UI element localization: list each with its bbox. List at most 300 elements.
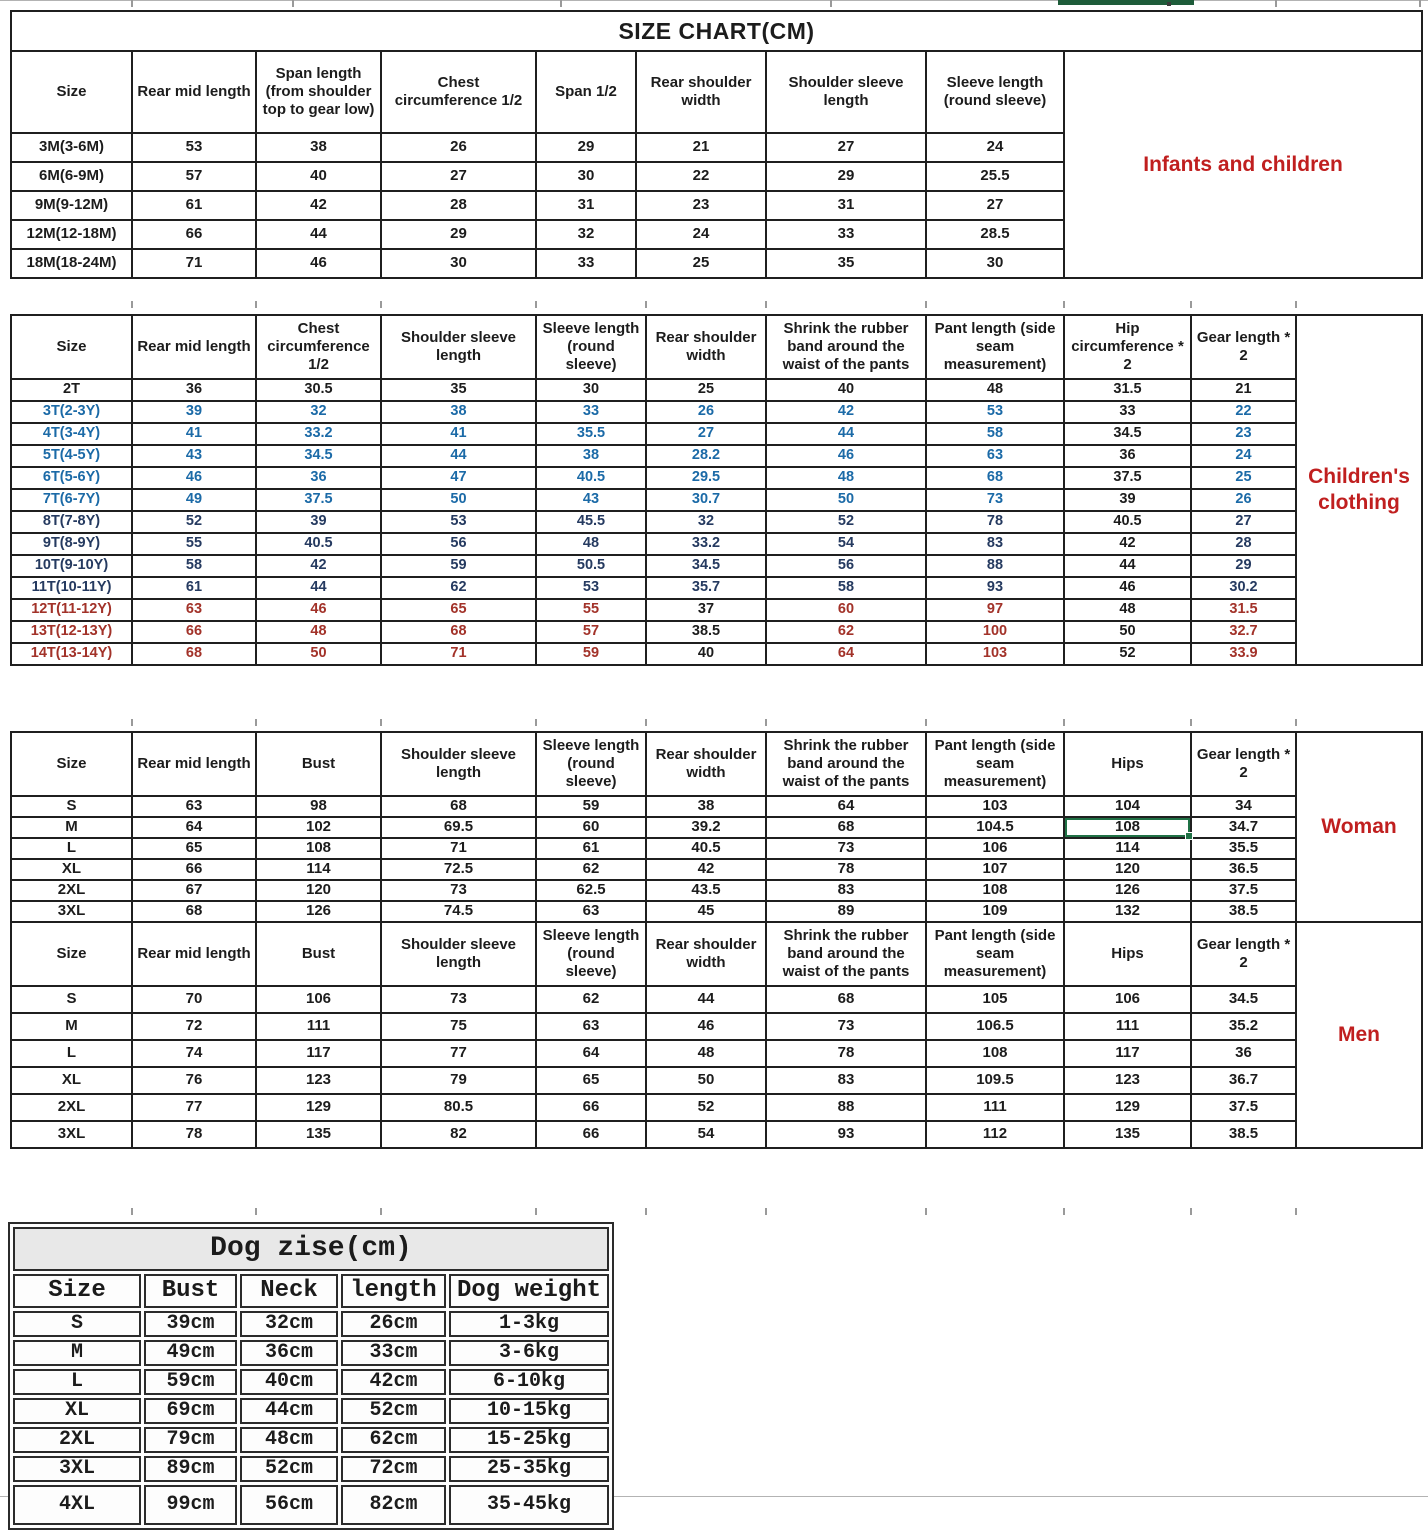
size-cell: XL (11, 1067, 132, 1094)
data-cell: 82cm (341, 1485, 446, 1525)
data-cell: 28.2 (646, 445, 766, 467)
data-cell: 71 (132, 249, 256, 278)
data-cell: 66 (132, 621, 256, 643)
data-cell: 76 (132, 1067, 256, 1094)
data-cell: 41 (132, 423, 256, 445)
data-cell: 59 (381, 555, 536, 577)
column-header: Rear shoulder width (646, 732, 766, 796)
size-cell: XL (11, 859, 132, 880)
data-cell: 44 (381, 445, 536, 467)
data-cell: 29.5 (646, 467, 766, 489)
data-cell: 88 (926, 555, 1064, 577)
data-cell: 33 (766, 220, 926, 249)
data-cell: 72.5 (381, 859, 536, 880)
data-cell: 54 (646, 1121, 766, 1148)
data-cell: 66 (132, 859, 256, 880)
data-cell: 89cm (144, 1456, 237, 1482)
data-cell: 46 (1064, 577, 1191, 599)
data-cell: 44cm (240, 1398, 338, 1424)
data-cell: 58 (132, 555, 256, 577)
size-cell: M (11, 1013, 132, 1040)
size-cell: S (11, 986, 132, 1013)
data-cell: 72cm (341, 1456, 446, 1482)
size-cell: 8T(7-8Y) (11, 511, 132, 533)
gridline-tick (645, 1208, 647, 1215)
data-cell: 63 (536, 1013, 646, 1040)
data-cell: 34.5 (1064, 423, 1191, 445)
data-cell: 50 (766, 489, 926, 511)
column-header: Rear mid length (132, 315, 256, 379)
data-cell: 22 (636, 162, 766, 191)
data-cell: 40 (766, 379, 926, 401)
data-cell: 33cm (341, 1340, 446, 1366)
data-cell: 26 (381, 133, 536, 162)
adults-table (10, 731, 1423, 1149)
data-cell: 60 (766, 599, 926, 621)
data-cell: 50 (381, 489, 536, 511)
column-header: Gear length * 2 (1191, 315, 1296, 379)
data-cell: 129 (256, 1094, 381, 1121)
data-cell: 80.5 (381, 1094, 536, 1121)
data-cell: 72 (132, 1013, 256, 1040)
data-cell: 56cm (240, 1485, 338, 1525)
data-cell: 68 (381, 621, 536, 643)
table-title: Dog zise(cm) (13, 1227, 609, 1271)
size-cell: 18M(18-24M) (11, 249, 132, 278)
gridline-tick (1063, 719, 1065, 726)
column-header: Rear shoulder width (636, 51, 766, 133)
size-cell: 6M(6-9M) (11, 162, 132, 191)
size-cell: 12M(12-18M) (11, 220, 132, 249)
size-cell: 7T(6-7Y) (11, 489, 132, 511)
gridline-tick (1190, 1208, 1192, 1215)
gridline-tick (645, 719, 647, 726)
data-cell: 50.5 (536, 555, 646, 577)
column-header: Gear length * 2 (1191, 732, 1296, 796)
column-header: Pant length (side seam measurement) (926, 732, 1064, 796)
data-cell: 77 (132, 1094, 256, 1121)
data-cell: 32.7 (1191, 621, 1296, 643)
gridline-tick (292, 0, 294, 7)
column-header: Shrink the rubber band around the waist of the pants (766, 922, 926, 986)
column-header: Size (11, 315, 132, 379)
data-cell: 28 (1191, 533, 1296, 555)
data-cell: 31.5 (1191, 599, 1296, 621)
data-cell: 99cm (144, 1485, 237, 1525)
data-cell: 30.5 (256, 379, 381, 401)
column-header: Gear length * 2 (1191, 922, 1296, 986)
data-cell: 112 (926, 1121, 1064, 1148)
data-cell: 37.5 (1191, 1094, 1296, 1121)
data-cell: 34.5 (1191, 986, 1296, 1013)
data-cell: 50 (1064, 621, 1191, 643)
gridline-tick (925, 719, 927, 726)
data-cell: 109 (926, 901, 1064, 922)
data-cell: 62 (766, 621, 926, 643)
data-cell: 27 (766, 133, 926, 162)
data-cell: 68 (766, 986, 926, 1013)
data-cell: 48 (536, 533, 646, 555)
data-cell: 44 (256, 220, 381, 249)
gridline-tick (830, 0, 832, 7)
size-cell: 2XL (11, 1094, 132, 1121)
data-cell: 77 (381, 1040, 536, 1067)
data-cell: 44 (766, 423, 926, 445)
size-cell: 10T(9-10Y) (11, 555, 132, 577)
gridline-tick (1063, 1208, 1065, 1215)
data-cell: 21 (636, 133, 766, 162)
data-cell: 105 (926, 986, 1064, 1013)
data-cell: 120 (1064, 859, 1191, 880)
data-cell: 39 (256, 511, 381, 533)
data-cell: 59 (536, 796, 646, 817)
data-cell: 52cm (240, 1456, 338, 1482)
data-cell: 30 (381, 249, 536, 278)
size-cell: 9T(8-9Y) (11, 533, 132, 555)
column-header: Shrink the rubber band around the waist of the pants (766, 315, 926, 379)
data-cell: 78 (766, 1040, 926, 1067)
data-cell: 34 (1191, 796, 1296, 817)
data-cell: 35.5 (1191, 838, 1296, 859)
data-cell: 40.5 (536, 467, 646, 489)
data-cell: 93 (766, 1121, 926, 1148)
data-cell: 45 (646, 901, 766, 922)
column-header: Pant length (side seam measurement) (926, 315, 1064, 379)
gridline-tick (131, 1208, 133, 1215)
data-cell: 42 (1064, 533, 1191, 555)
data-cell: 53 (536, 577, 646, 599)
column-header: Sleeve length (round sleeve) (926, 51, 1064, 133)
data-cell: 36 (1191, 1040, 1296, 1067)
column-header: Size (13, 1274, 141, 1308)
data-cell: 27 (646, 423, 766, 445)
data-cell: 42 (256, 191, 381, 220)
gridline-tick (255, 301, 257, 308)
column-header: Sleeve length (round sleeve) (536, 922, 646, 986)
data-cell: 40cm (240, 1369, 338, 1395)
data-cell: 56 (766, 555, 926, 577)
data-cell: 38.5 (1191, 901, 1296, 922)
size-cell: 3XL (13, 1456, 141, 1482)
data-cell: 53 (132, 133, 256, 162)
data-cell: 46 (132, 467, 256, 489)
size-cell: M (11, 817, 132, 838)
gridline-tick (1190, 301, 1192, 308)
data-cell: 52cm (341, 1398, 446, 1424)
data-cell: 79 (381, 1067, 536, 1094)
column-header: length (341, 1274, 446, 1308)
data-cell: 68 (132, 643, 256, 665)
data-cell: 35.5 (536, 423, 646, 445)
data-cell: 25-35kg (449, 1456, 609, 1482)
data-cell: 73 (381, 880, 536, 901)
data-cell: 103 (926, 643, 1064, 665)
data-cell: 48 (256, 621, 381, 643)
data-cell: 66 (132, 220, 256, 249)
data-cell: 23 (636, 191, 766, 220)
data-cell: 15-25kg (449, 1427, 609, 1453)
data-cell: 64 (766, 796, 926, 817)
data-cell: 27 (381, 162, 536, 191)
data-cell: 68 (132, 901, 256, 922)
data-cell: 57 (132, 162, 256, 191)
group-label: Infants and children (1064, 51, 1422, 278)
data-cell: 69.5 (381, 817, 536, 838)
data-cell: 82 (381, 1121, 536, 1148)
data-cell: 25 (646, 379, 766, 401)
data-cell: 34.5 (256, 445, 381, 467)
data-cell: 61 (536, 838, 646, 859)
top-gridline (0, 0, 1428, 1)
data-cell: 106 (1064, 986, 1191, 1013)
data-cell: 135 (256, 1121, 381, 1148)
size-cell: 2T (11, 379, 132, 401)
data-cell: 40 (256, 162, 381, 191)
data-cell: 100 (926, 621, 1064, 643)
data-cell: 10-15kg (449, 1398, 609, 1424)
data-cell: 102 (256, 817, 381, 838)
column-header: Rear shoulder width (646, 315, 766, 379)
data-cell: 63 (926, 445, 1064, 467)
data-cell: 73 (381, 986, 536, 1013)
size-cell: L (11, 838, 132, 859)
data-cell: 49 (132, 489, 256, 511)
data-cell: 33.2 (646, 533, 766, 555)
data-cell: 43.5 (646, 880, 766, 901)
gridline-tick (131, 0, 133, 7)
data-cell: 73 (766, 1013, 926, 1040)
data-cell: 28.5 (926, 220, 1064, 249)
data-cell: 39.2 (646, 817, 766, 838)
size-cell: L (13, 1369, 141, 1395)
data-cell: 55 (536, 599, 646, 621)
data-cell: 106 (926, 838, 1064, 859)
data-cell: 104.5 (926, 817, 1064, 838)
data-cell: 33 (1064, 401, 1191, 423)
data-cell: 59cm (144, 1369, 237, 1395)
group-label: Woman (1296, 732, 1422, 922)
data-cell: 88 (766, 1094, 926, 1121)
column-header: Shrink the rubber band around the waist of the pants (766, 732, 926, 796)
data-cell: 28 (381, 191, 536, 220)
data-cell: 35.7 (646, 577, 766, 599)
data-cell: 55 (132, 533, 256, 555)
column-header: Span 1/2 (536, 51, 636, 133)
data-cell: 32cm (240, 1311, 338, 1337)
gridline-tick (380, 719, 382, 726)
data-cell: 24 (1191, 445, 1296, 467)
data-cell: 35 (381, 379, 536, 401)
data-cell: 44 (1064, 555, 1191, 577)
data-cell: 61 (132, 191, 256, 220)
data-cell: 114 (1064, 838, 1191, 859)
column-header: Dog weight (449, 1274, 609, 1308)
data-cell: 135 (1064, 1121, 1191, 1148)
data-cell: 24 (926, 133, 1064, 162)
data-cell: 65 (536, 1067, 646, 1094)
data-cell: 114 (256, 859, 381, 880)
size-cell: 4T(3-4Y) (11, 423, 132, 445)
artifact-dot (1167, 2, 1171, 6)
data-cell: 117 (1064, 1040, 1191, 1067)
data-cell: 54 (766, 533, 926, 555)
gridline-tick (535, 301, 537, 308)
data-cell: 126 (256, 901, 381, 922)
data-cell: 37 (646, 599, 766, 621)
column-header: Rear mid length (132, 732, 256, 796)
data-cell: 50 (256, 643, 381, 665)
data-cell: 64 (766, 643, 926, 665)
data-cell: 46 (256, 599, 381, 621)
data-cell: 38.5 (1191, 1121, 1296, 1148)
gridline-tick (1190, 719, 1192, 726)
data-cell: 42 (646, 859, 766, 880)
data-cell: 93 (926, 577, 1064, 599)
data-cell: 71 (381, 838, 536, 859)
data-cell: 64 (132, 817, 256, 838)
gridline-tick (765, 719, 767, 726)
column-header: Hips (1064, 922, 1191, 986)
gridline-tick (925, 1208, 927, 1215)
gridline-tick (645, 301, 647, 308)
column-header: Hip circumference * 2 (1064, 315, 1191, 379)
data-cell: 111 (256, 1013, 381, 1040)
data-cell: 62 (536, 859, 646, 880)
data-cell: 32 (256, 401, 381, 423)
data-cell: 68 (926, 467, 1064, 489)
data-cell: 32 (536, 220, 636, 249)
selected-cell: 108 (1064, 817, 1191, 838)
data-cell: 48 (646, 1040, 766, 1067)
gridline-tick (535, 1208, 537, 1215)
gridline-tick (1063, 301, 1065, 308)
size-cell: 14T(13-14Y) (11, 643, 132, 665)
data-cell: 117 (256, 1040, 381, 1067)
group-label: Men (1296, 922, 1422, 1148)
data-cell: 30 (926, 249, 1064, 278)
data-cell: 37.5 (256, 489, 381, 511)
data-cell: 71 (381, 643, 536, 665)
gridline-tick (255, 1208, 257, 1215)
data-cell: 73 (926, 489, 1064, 511)
excel-selected-column-bar (1058, 0, 1194, 5)
data-cell: 40 (646, 643, 766, 665)
gridline-tick (560, 0, 562, 7)
data-cell: 83 (766, 880, 926, 901)
data-cell: 48cm (240, 1427, 338, 1453)
table-title: SIZE CHART(CM) (11, 11, 1422, 51)
size-cell: 3T(2-3Y) (11, 401, 132, 423)
column-header: Shoulder sleeve length (381, 922, 536, 986)
data-cell: 129 (1064, 1094, 1191, 1121)
data-cell: 52 (1064, 643, 1191, 665)
column-header: Bust (256, 922, 381, 986)
data-cell: 123 (256, 1067, 381, 1094)
data-cell: 25 (1191, 467, 1296, 489)
data-cell: 30.7 (646, 489, 766, 511)
data-cell: 39cm (144, 1311, 237, 1337)
size-cell: 4XL (13, 1485, 141, 1525)
data-cell: 25 (636, 249, 766, 278)
data-cell: 120 (256, 880, 381, 901)
data-cell: 30 (536, 379, 646, 401)
data-cell: 62cm (341, 1427, 446, 1453)
gridline-tick (1295, 1208, 1297, 1215)
data-cell: 74.5 (381, 901, 536, 922)
data-cell: 36 (132, 379, 256, 401)
data-cell: 3-6kg (449, 1340, 609, 1366)
data-cell: 35.2 (1191, 1013, 1296, 1040)
gridline-tick (131, 301, 133, 308)
data-cell: 41 (381, 423, 536, 445)
size-cell: XL (13, 1398, 141, 1424)
data-cell: 29 (381, 220, 536, 249)
data-cell: 24 (636, 220, 766, 249)
size-cell: L (11, 1040, 132, 1067)
data-cell: 103 (926, 796, 1064, 817)
size-cell: 12T(11-12Y) (11, 599, 132, 621)
gridline-tick (255, 719, 257, 726)
data-cell: 40.5 (1064, 511, 1191, 533)
gridline-tick (380, 301, 382, 308)
data-cell: 108 (256, 838, 381, 859)
column-header: Size (11, 922, 132, 986)
data-cell: 73 (766, 838, 926, 859)
data-cell: 39 (1064, 489, 1191, 511)
data-cell: 36.5 (1191, 859, 1296, 880)
data-cell: 108 (926, 880, 1064, 901)
data-cell: 33.2 (256, 423, 381, 445)
data-cell: 33.9 (1191, 643, 1296, 665)
data-cell: 70 (132, 986, 256, 1013)
data-cell: 59 (536, 643, 646, 665)
children-table (10, 314, 1423, 666)
column-header: Bust (144, 1274, 237, 1308)
data-cell: 35-45kg (449, 1485, 609, 1525)
column-header: Rear shoulder width (646, 922, 766, 986)
data-cell: 46 (646, 1013, 766, 1040)
data-cell: 126 (1064, 880, 1191, 901)
data-cell: 38 (256, 133, 381, 162)
data-cell: 46 (766, 445, 926, 467)
data-cell: 31 (536, 191, 636, 220)
data-cell: 44 (646, 986, 766, 1013)
infants-table (10, 10, 1423, 279)
data-cell: 36.7 (1191, 1067, 1296, 1094)
data-cell: 25.5 (926, 162, 1064, 191)
data-cell: 65 (381, 599, 536, 621)
data-cell: 27 (926, 191, 1064, 220)
size-cell: 13T(12-13Y) (11, 621, 132, 643)
data-cell: 109.5 (926, 1067, 1064, 1094)
gridline-tick (380, 1208, 382, 1215)
data-cell: 106 (256, 986, 381, 1013)
column-header: Shoulder sleeve length (381, 732, 536, 796)
column-header: Shoulder sleeve length (766, 51, 926, 133)
data-cell: 48 (766, 467, 926, 489)
data-cell: 39 (132, 401, 256, 423)
size-cell: 6T(5-6Y) (11, 467, 132, 489)
data-cell: 63 (132, 599, 256, 621)
data-cell: 31 (766, 191, 926, 220)
data-cell: 37.5 (1191, 880, 1296, 901)
data-cell: 6-10kg (449, 1369, 609, 1395)
data-cell: 58 (766, 577, 926, 599)
data-cell: 43 (536, 489, 646, 511)
data-cell: 63 (536, 901, 646, 922)
gridline-tick (765, 1208, 767, 1215)
data-cell: 74 (132, 1040, 256, 1067)
